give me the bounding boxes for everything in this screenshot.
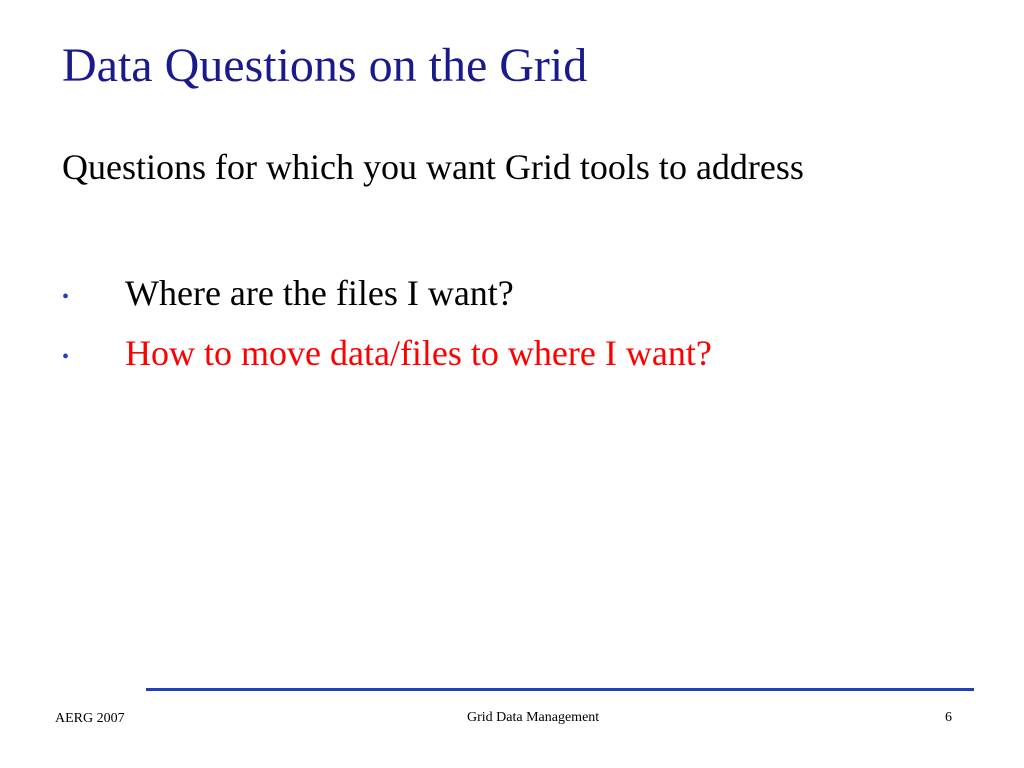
bullet-marker-icon: • [62, 286, 70, 308]
footer-divider [146, 688, 974, 691]
bullet-text: Where are the files I want? [125, 273, 514, 313]
slide-subtitle: Questions for which you want Grid tools to address [62, 147, 804, 187]
bullet-marker-icon: • [62, 346, 70, 368]
bullet-text: How to move data/files to where I want? [125, 333, 712, 373]
footer-center-text: Grid Data Management [467, 710, 600, 725]
page-number: 6 [945, 710, 952, 725]
slide-title: Data Questions on the Grid [62, 39, 588, 92]
footer-left-text: AERG 2007 [55, 711, 125, 726]
